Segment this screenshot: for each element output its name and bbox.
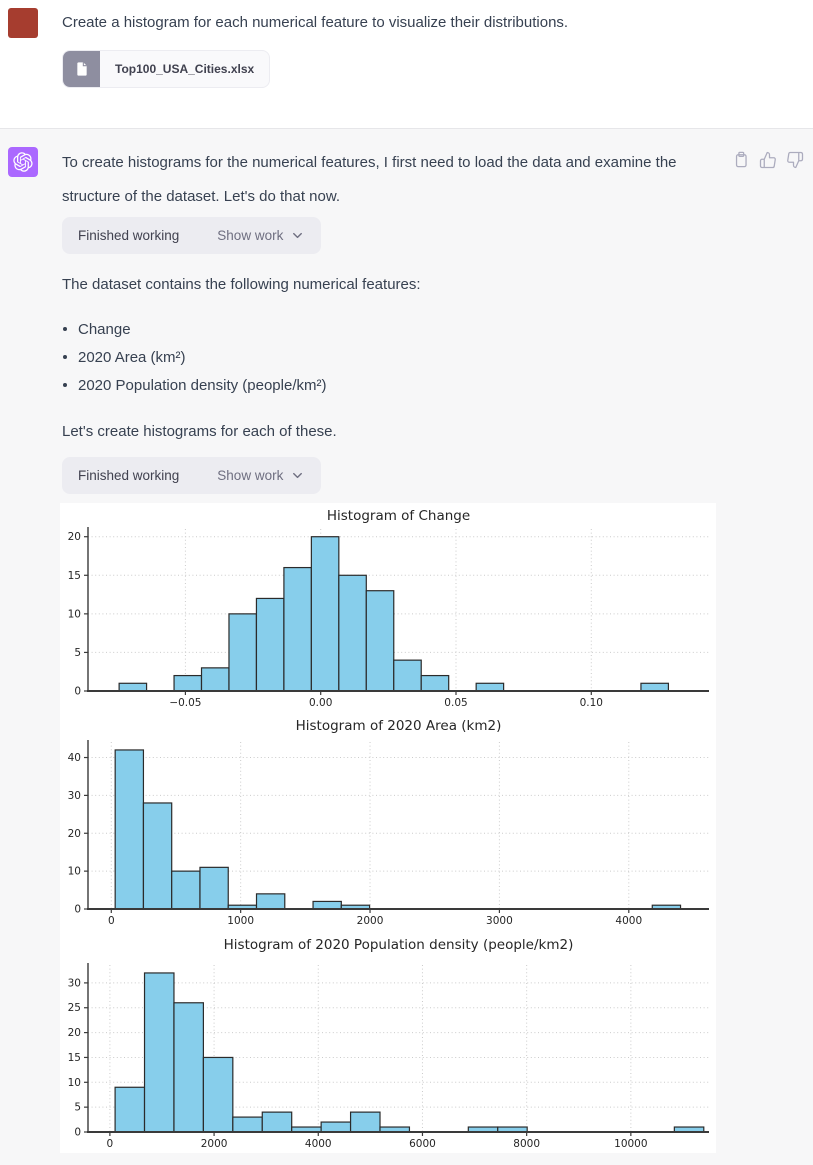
svg-text:25: 25 <box>67 1002 81 1015</box>
svg-text:0: 0 <box>107 915 115 927</box>
work-status-label: Finished working <box>78 228 180 243</box>
svg-text:15: 15 <box>67 569 81 582</box>
thumbs-down-button[interactable] <box>785 150 804 169</box>
svg-text:0: 0 <box>74 685 81 698</box>
svg-text:Histogram of 2020 Area (km2): Histogram of 2020 Area (km2) <box>295 718 502 734</box>
histogram-2020-population-density <box>60 928 716 1153</box>
copy-button[interactable] <box>731 150 750 169</box>
svg-text:1000: 1000 <box>227 915 255 927</box>
thumbs-down-icon <box>786 151 804 169</box>
thumbs-up-button[interactable] <box>758 150 777 169</box>
work-status-label: Finished working <box>78 468 180 483</box>
list-item: Change <box>62 320 813 339</box>
svg-text:0.00: 0.00 <box>309 697 333 709</box>
svg-text:3000: 3000 <box>486 915 513 927</box>
svg-text:8000: 8000 <box>513 1138 541 1150</box>
svg-text:15: 15 <box>67 1051 81 1064</box>
svg-text:Histogram of Change: Histogram of Change <box>326 508 471 524</box>
svg-text:20: 20 <box>67 1027 81 1040</box>
user-message-text: Create a histogram for each numerical feature to visualize their distributions. <box>62 14 569 31</box>
user-avatar <box>8 8 38 38</box>
list-item: 2020 Area (km²) <box>62 348 813 367</box>
assistant-message <box>0 128 813 1165</box>
thumbs-up-icon <box>759 151 777 169</box>
svg-text:5: 5 <box>74 646 81 659</box>
list-item: 2020 Population density (people/km²) <box>62 376 813 395</box>
assistant-intro-line2: structure of the dataset. Let's do that now. <box>62 188 341 205</box>
svg-text:30: 30 <box>67 789 81 802</box>
svg-text:0: 0 <box>74 1126 81 1139</box>
copy-icon <box>731 150 750 169</box>
svg-text:0: 0 <box>106 1138 114 1150</box>
openai-logo-icon <box>13 152 33 172</box>
svg-text:−0.05: −0.05 <box>169 697 202 709</box>
histogram-change <box>60 503 716 711</box>
user-message <box>0 0 813 128</box>
features-intro-text: The dataset contains the following numerical features: <box>62 276 421 293</box>
svg-text:4000: 4000 <box>615 915 643 927</box>
show-work-toggle-2[interactable] <box>62 457 321 494</box>
file-name: Top100_USA_Cities.xlsx <box>115 62 255 76</box>
assistant-intro-line1: To create histograms for the numerical features, I first need to load the data and examine the <box>62 154 677 171</box>
svg-text:0: 0 <box>74 903 81 916</box>
svg-text:2000: 2000 <box>356 915 384 927</box>
svg-text:10: 10 <box>67 865 81 878</box>
svg-text:40: 40 <box>67 752 81 765</box>
assistant-avatar <box>8 147 38 177</box>
show-work-label: Show work <box>217 468 284 483</box>
features-list <box>62 320 813 395</box>
svg-text:4000: 4000 <box>304 1138 332 1150</box>
chevron-down-icon <box>290 468 305 483</box>
followup-text: Let's create histograms for each of these. <box>62 423 337 440</box>
svg-text:0.10: 0.10 <box>579 697 603 709</box>
svg-text:6000: 6000 <box>409 1138 436 1150</box>
chevron-down-icon <box>290 228 305 243</box>
svg-text:20: 20 <box>67 827 81 840</box>
show-work-toggle-1[interactable] <box>62 217 321 254</box>
charts-output <box>60 503 716 1153</box>
show-work-label: Show work <box>217 228 284 243</box>
svg-text:10000: 10000 <box>614 1138 648 1150</box>
svg-text:10: 10 <box>67 1076 81 1089</box>
svg-text:0.05: 0.05 <box>444 697 468 709</box>
document-icon <box>63 51 100 87</box>
histogram-2020-area <box>60 711 716 928</box>
message-actions <box>731 150 804 169</box>
svg-text:Histogram of 2020 Population d: Histogram of 2020 Population density (people/km2) <box>223 937 574 953</box>
svg-text:20: 20 <box>67 531 81 544</box>
file-attachment[interactable] <box>62 50 270 88</box>
svg-text:5: 5 <box>74 1101 81 1114</box>
svg-text:30: 30 <box>67 977 81 990</box>
svg-text:10: 10 <box>67 608 81 621</box>
assistant-intro-text <box>62 146 712 214</box>
svg-text:2000: 2000 <box>200 1138 228 1150</box>
